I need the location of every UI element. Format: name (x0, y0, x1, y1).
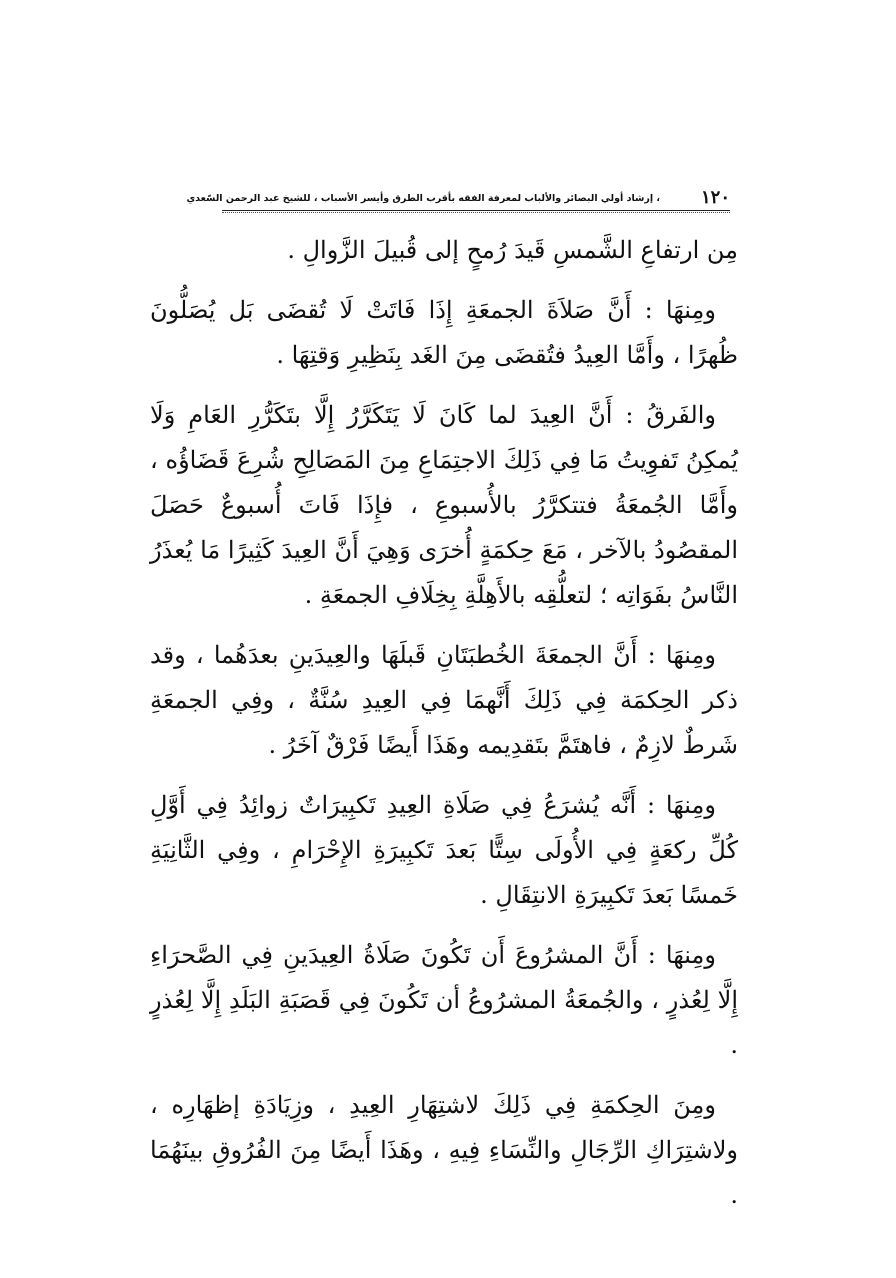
page-number: ١٢٠ (700, 187, 730, 208)
header-divider (222, 210, 730, 213)
paragraph-difference: والفَرقُ : أَنَّ العِيدَ لما كَانَ لَا يَتَكَرَّرُ إِلَّا بتَكَرُّرِ العَامِ وَلَا يُمكِنُ تَفوِيتُ مَا فِي ذَلِكَ الاجتِمَاعِ مِنَ المَصَالِحِ شُرِعَ قَضَاؤُه ، وأَمَّا الجُمعَةُ فتتكرَّرُ بالأُسبوعِ ، فإِذَا فَاتَ أُسبوعٌ حَصَلَ المقصُودُ بالآخر ، مَعَ حِكمَةٍ أُخرَى وَهِيَ أَنَّ العِيدَ كَثِيرًا مَا يُعذَرُ النَّاسُ بفَوَاتِه ؛ لتعلُّقِه بالأَهِلَّةِ بِخِلَافِ الجمعَةِ . (150, 401, 738, 609)
paragraph-sermons: ومِنهَا : أَنَّ الجمعَةَ الخُطبَتَانِ قَبلَهَا والعِيدَينِ بعدَهُما ، وقد ذكر الحِكمَة فِي ذَلِكَ أَنَّهمَا فِي العِيدِ سُنَّةٌ ، وفِي الجمعَةِ شَرطٌ لازِمٌ ، فاهتَمَّ بتَقدِيمه وهَذَا أَيضًا فَرْقٌ آخَرُ . (150, 641, 738, 759)
paragraph-takbirat: ومِنهَا : أَنَّه يُشرَعُ فِي صَلَاةِ العِيدِ تَكبِيرَاتٌ زوائِدُ فِي أَوَّلِ كُلِّ ركعَةٍ فِي الأُولَى سِتًّا بَعدَ تَكبِيرَةِ الإِحْرَامِ ، وفِي الثَّانِيَةِ خَمسًا بَعدَ تَكبِيرَةِ الانتِقَالِ . (150, 791, 738, 909)
running-header (186, 187, 730, 211)
paragraph-friday-prayer-makeup: ومِنهَا : أَنَّ صَلاَةَ الجمعَةِ إِذَا فَاتَتْ لَا تُقضَى بَل يُصَلُّونَ ظُهرًا ، وأَمَّا العِيدُ فتُقضَى مِنَ الغَد بِنَظِيرِ وَقتِهَا . (150, 296, 738, 369)
paragraph-location: ومِنهَا : أَنَّ المشرُوعَ أَن تَكُونَ صَلَاةُ العِيدَينِ فِي الصَّحرَاءِ إِلَّا لِعُذرٍ ، والجُمعَةُ المشرُوعُ أن تَكُونَ فِي قَصَبَةِ البَلَدِ إِلَّا لِعُذرٍ . (150, 941, 738, 1059)
paragraph-continuation: مِن ارتفاعِ الشَّمسِ قَيدَ رُمحٍ إلى قُبيلَ الزَّوالِ . (287, 236, 738, 264)
main-text (150, 228, 738, 1233)
book-title: ، إرشاد أولي البصائر والألباب لمعرفة الفقه بأقرب الطرق وأيسر الأسباب ، للشيخ عبد الرحمن السّعدي (186, 193, 660, 204)
paragraph-wisdom: ومِنَ الحِكمَةِ فِي ذَلِكَ لاشتِهَارِ العِيدِ ، وزِيَادَةِ إظهَارِه ، ولاشتِرَاكِ الرِّجَالِ والنِّسَاءِ فِيهِ ، وهَذَا أَيضًا مِنَ الفُرُوقِ بينَهُمَا . (150, 1091, 738, 1209)
